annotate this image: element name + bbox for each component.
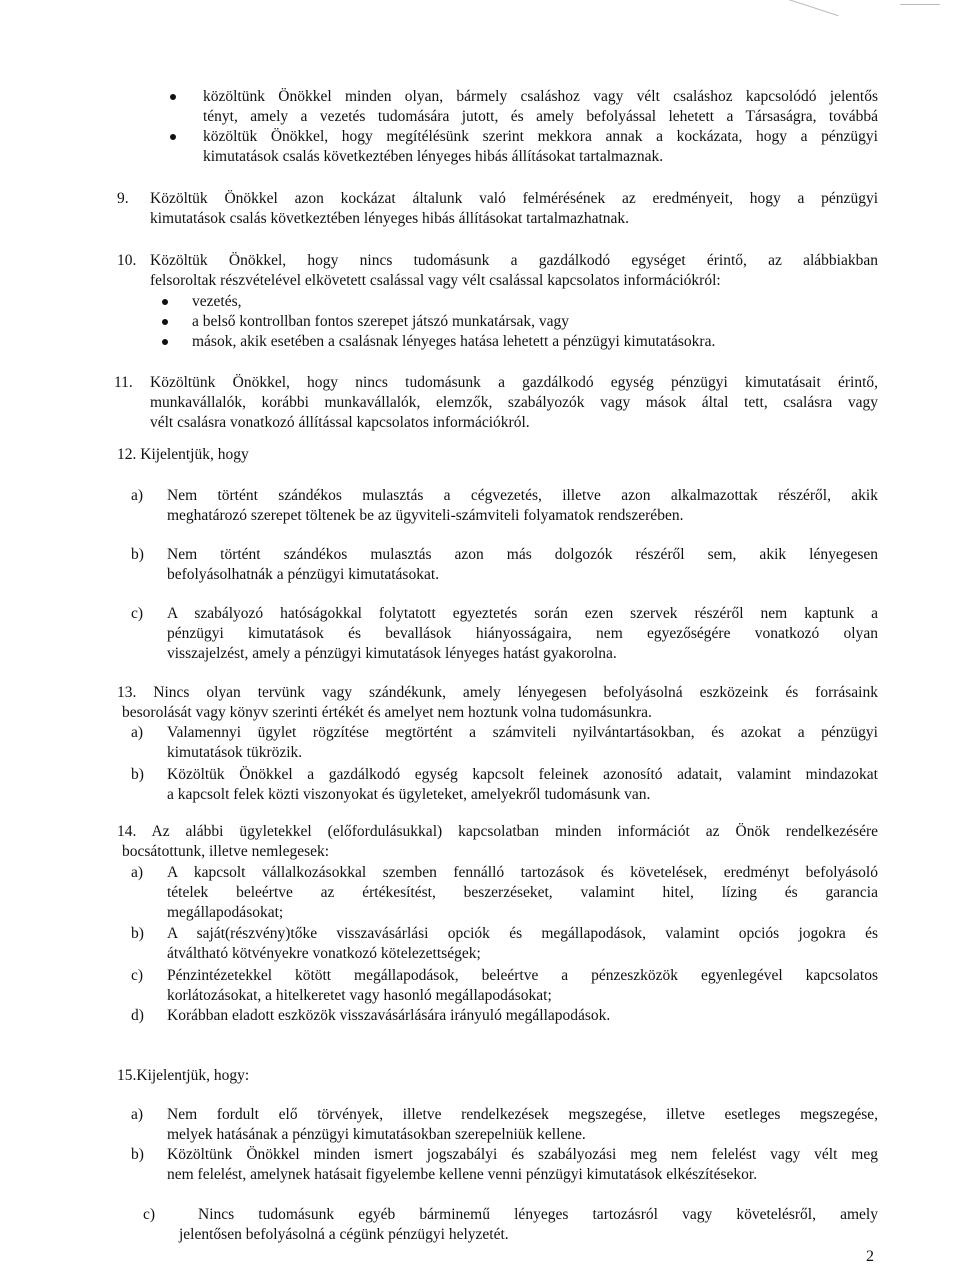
text-line: Nem történt szándékos mulasztás azon más dolgozók részéről sem, akik lényegesen: [167, 546, 878, 563]
item-label: a): [131, 487, 144, 504]
text-line: Közöltük Önökkel, hogy nincs tudomásunk a gazdálkodó egységet érintő, az alábbiakban: [150, 252, 878, 269]
text-line: melyek hatásának a pénzügyi kimutatásokban szerepelniük kellene.: [167, 1126, 586, 1143]
text-line: Valamennyi ügylet rögzítése megtörtént a számviteli nyilvántartásokban, és azokat a pénzügyi: [167, 724, 878, 741]
text-line: Nem történt szándékos mulasztás a cégvezetés, illetve azon alkalmazottak részéről, akik: [167, 487, 878, 504]
text-line: visszajelzést, amely a pénzügyi kimutatások lényeges hatást gyakorolna.: [167, 645, 617, 662]
paragraph-12-heading: [117, 445, 249, 465]
text-line: Közöltünk Önökkel, hogy nincs tudomásunk a gazdálkodó egység pénzügyi kimutatásait érintő,: [150, 374, 878, 391]
item-label: b): [131, 766, 144, 783]
bullet-dot: [162, 319, 168, 325]
text-line: korlátozásokat, a hitelkeretet vagy hasonló megállapodásokat;: [167, 987, 552, 1004]
text-line: Nincs tudomásunk egyéb bárminemű lényeges tartozásról vagy követelésről, amely: [198, 1206, 878, 1223]
section-heading: 12. Kijelentjük, hogy: [117, 446, 249, 463]
text-line: felsoroltak részvételével elkövetett csalással vagy vélt csalással kapcsolatos információkról:: [150, 272, 721, 289]
bullet-dot: [170, 134, 176, 140]
text-line: megállapodásokat;: [167, 904, 284, 921]
item-label: a): [131, 864, 144, 881]
scan-mark: [781, 0, 838, 16]
section-heading: 15.Kijelentjük, hogy:: [117, 1067, 250, 1084]
text-line: 13. Nincs olyan tervünk vagy szándékunk, amely lényegesen befolyásolná eszközeink és forrásaink: [117, 684, 878, 701]
item-label: c): [131, 605, 144, 622]
text-line: Közöltük Önökkel a gazdálkodó egység kapcsolt feleinek azonosító adatait, valamint mindazokat: [167, 766, 878, 783]
text-line: Korábban eladott eszközök visszavásárlására irányuló megállapodások.: [167, 1007, 611, 1024]
text-line: Pénzintézetekkel kötött megállapodások, beleértve a pénzeszközök egyenlegével kapcsolatos: [167, 967, 878, 984]
item-label: c): [131, 967, 144, 984]
text-line: A saját(részvény)tőke visszavásárlási opciók és megállapodások, valamint opciós jogokra és: [167, 925, 878, 942]
item-label: b): [131, 1146, 144, 1163]
item-label: a): [131, 1106, 144, 1123]
text-line: tételek beleértve az értékesítést, beszerzéseket, valamint hitel, lízing és garancia: [167, 884, 878, 901]
text-line: Közöltünk Önökkel minden ismert jogszabályi és szabályozási meg nem felelést vagy vélt meg: [167, 1146, 878, 1163]
text-line: jelentősen befolyásolná a cégünk pénzügyi helyzetét.: [179, 1226, 509, 1243]
text-line: közöltük Önökkel, hogy megítélésünk szerint mekkora annak a kockázata, hogy a pénzügyi: [203, 128, 878, 145]
text-line: A szabályozó hatóságokkal folytatott egyeztetés során ezen szervek részéről nem kaptunk a: [167, 605, 878, 622]
text-line: besorolását vagy könyv szerinti értékét és amelyet nem hoztunk volna tudomásunkra.: [122, 704, 652, 721]
item-label: b): [131, 546, 144, 563]
item-label: b): [131, 925, 144, 942]
text-line: kimutatások csalás következtében lényeges hibás állításokat tartalmazhatnak.: [150, 210, 630, 227]
text-line: mások, akik esetében a csalásnak lényeges hatása lehetett a pénzügyi kimutatásokra.: [192, 333, 716, 350]
text-line: Közöltük Önökkel azon kockázat általunk való felmérésének az eredményeit, hogy a pénzügyi: [150, 190, 878, 207]
text-line: átváltható kötvényekre vonatkozó kötelezettségek;: [167, 945, 481, 962]
text-line: kimutatások tükrözik.: [167, 744, 303, 761]
text-line: tényt, amely a vezetés tudomására jutott, és amely befolyással lehetett a Társaságra, továbbá: [203, 108, 878, 125]
text-line: a belső kontrollban fontos szerepet játszó munkatársak, vagy: [192, 313, 570, 330]
text-line: kimutatások csalás következtében lényeges hibás állításokat tartalmaznak.: [203, 148, 664, 165]
text-line: A kapcsolt vállalkozásokkal szemben fennálló tartozások és követelések, eredményt befolyásoló: [167, 864, 878, 881]
text-line: vezetés,: [192, 293, 242, 310]
text-line: befolyásolhatnák a pénzügyi kimutatásokat.: [167, 566, 440, 583]
bullet-dot: [170, 94, 176, 100]
item-label: d): [131, 1007, 144, 1024]
text-line: nem felelést, amelynek hatásait figyelembe kellene venni pénzügyi kimutatások elkészítésekor.: [167, 1166, 758, 1183]
paragraph-15-heading: [117, 1066, 249, 1086]
text-line: 14. Az alábbi ügyletekkel (előfordulásukkal) kapcsolatban minden információt az Önök rendelkezésére: [117, 823, 878, 840]
bullet-dot: [162, 299, 168, 305]
paragraph-14: [117, 822, 878, 862]
paragraph-13: [117, 683, 878, 723]
text-line: vélt csalásra vonatkozó állítással kapcsolatos információkról.: [150, 414, 530, 431]
text-line: munkavállalók, korábbi munkavállalók, elemzők, szabályozók vagy mások által tett, csalásra vagy: [150, 394, 878, 411]
text-line: a kapcsolt felek közti viszonyokat és ügyleteket, amelyekről tudomásunk van.: [167, 786, 651, 803]
text-line: meghatározó szerepet töltenek be az ügyviteli-számviteli folyamatok rendszerében.: [167, 507, 684, 524]
scan-mark: [900, 4, 940, 5]
bullet-dot: [162, 339, 168, 345]
text-line: közöltünk Önökkel minden olyan, bármely csaláshoz vagy vélt csaláshoz kapcsolódó jelentős: [203, 88, 878, 105]
item-label: c): [143, 1206, 156, 1223]
item-label: a): [131, 724, 144, 741]
text-line: Nem fordult elő törvények, illetve rendelkezések megszegése, illetve esetleges megszegése,: [167, 1106, 878, 1123]
text-line: bocsátottunk, illetve nemlegesek:: [122, 843, 330, 860]
text-line: pénzügyi kimutatások és bevallások hiányosságaira, nem egyezőségére vonatkozó olyan: [167, 625, 878, 642]
paragraph-number: 11.: [114, 374, 133, 391]
paragraph-number: 9.: [117, 190, 129, 207]
page-number: 2: [866, 1248, 874, 1265]
paragraph-number: 10.: [117, 252, 137, 269]
